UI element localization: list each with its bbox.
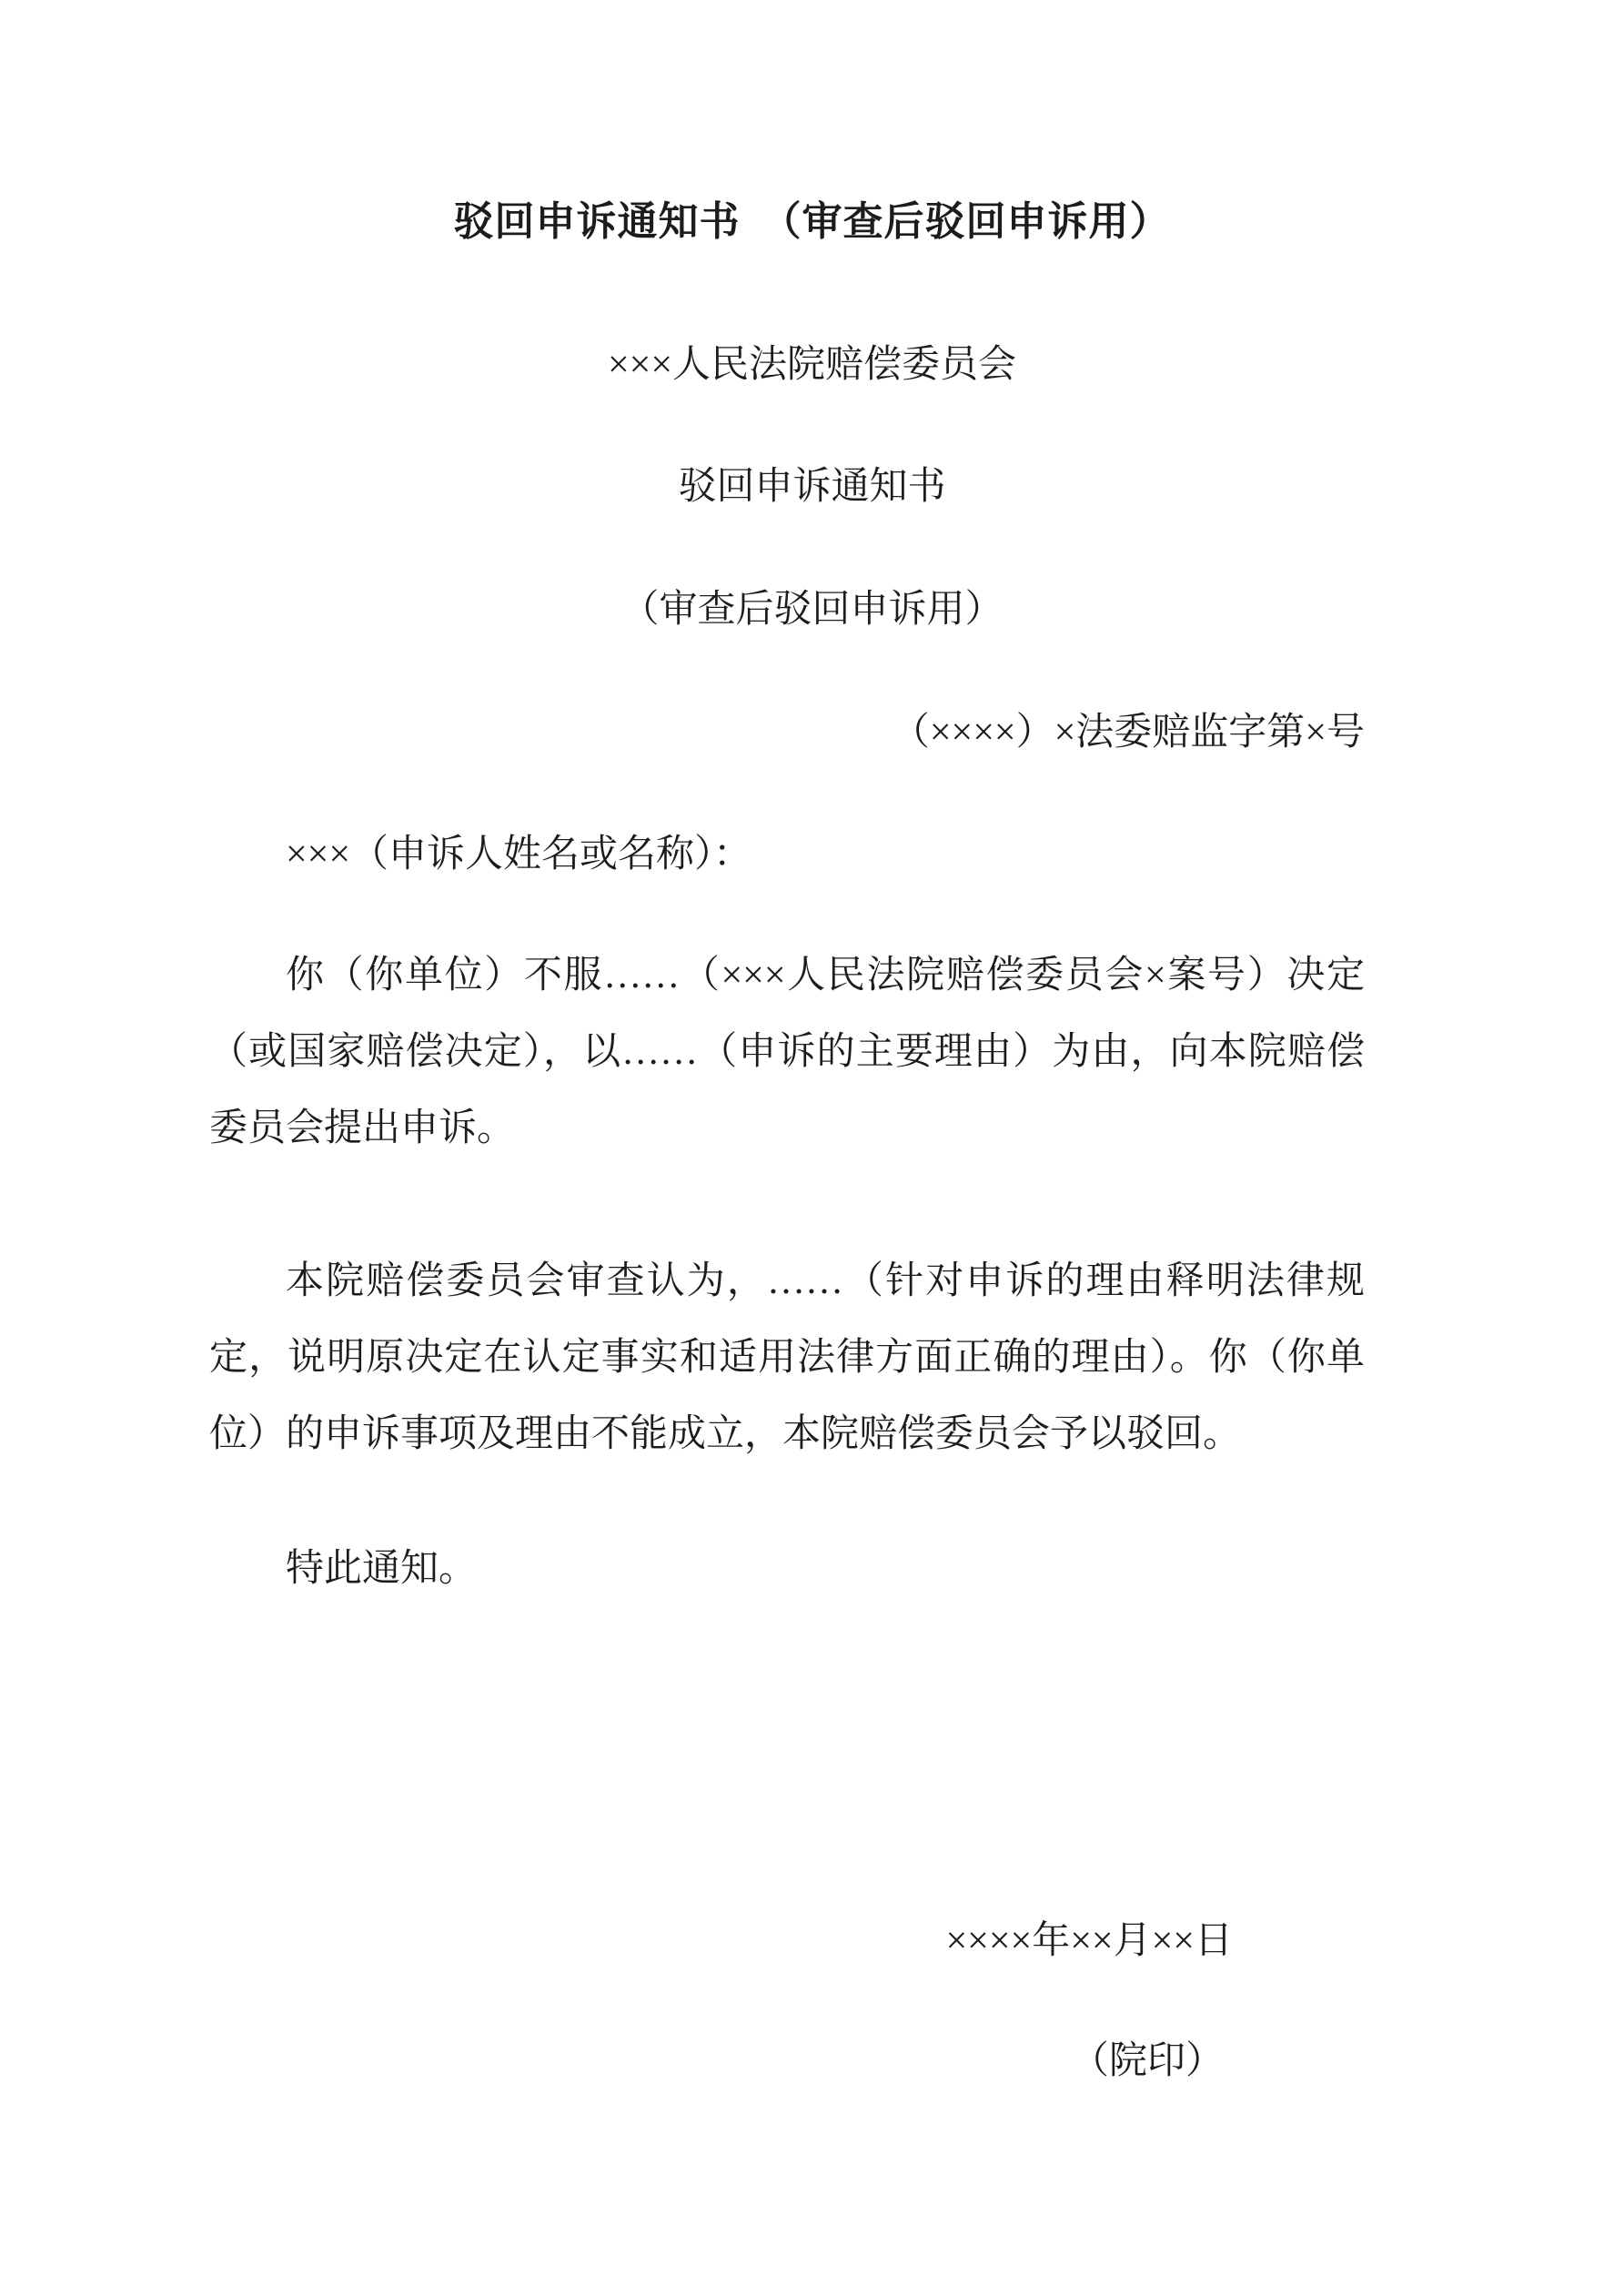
document-usage-line: （审查后驳回申诉用） — [620, 589, 1004, 631]
document-number-line: （××××）×法委赔监字第×号 — [891, 712, 1365, 754]
body-paragraph-1: 你（你单位）不服……（×××人民法院赔偿委员会×案号）决定（或国家赔偿决定），以……（申诉的主要理由）为由，向本院赔偿委员会提出申诉。 — [209, 955, 1365, 1149]
date-line: ××××年××月××日 — [945, 1920, 1233, 1962]
court-name-line: ×××人民法院赔偿委员会 — [607, 344, 1017, 386]
document-name-line: 驳回申诉通知书 — [678, 466, 946, 508]
court-seal-placeholder: （院印） — [1070, 2040, 1224, 2082]
body-paragraph-2: 本院赔偿委员会审查认为，……（针对申诉的理由释明法律规定，说明原决定在认定事实和适用法律方面正确的理由）。你（你单位）的申诉事项及理由不能成立，本院赔偿委员会予以驳回。 — [209, 1260, 1365, 1455]
addressee-line: ×××（申诉人姓名或名称）： — [286, 834, 752, 875]
closing-notice-line: 特此通知。 — [286, 1548, 478, 1590]
document-title: 驳回申诉通知书 （审查后驳回申诉用） — [453, 199, 1171, 244]
